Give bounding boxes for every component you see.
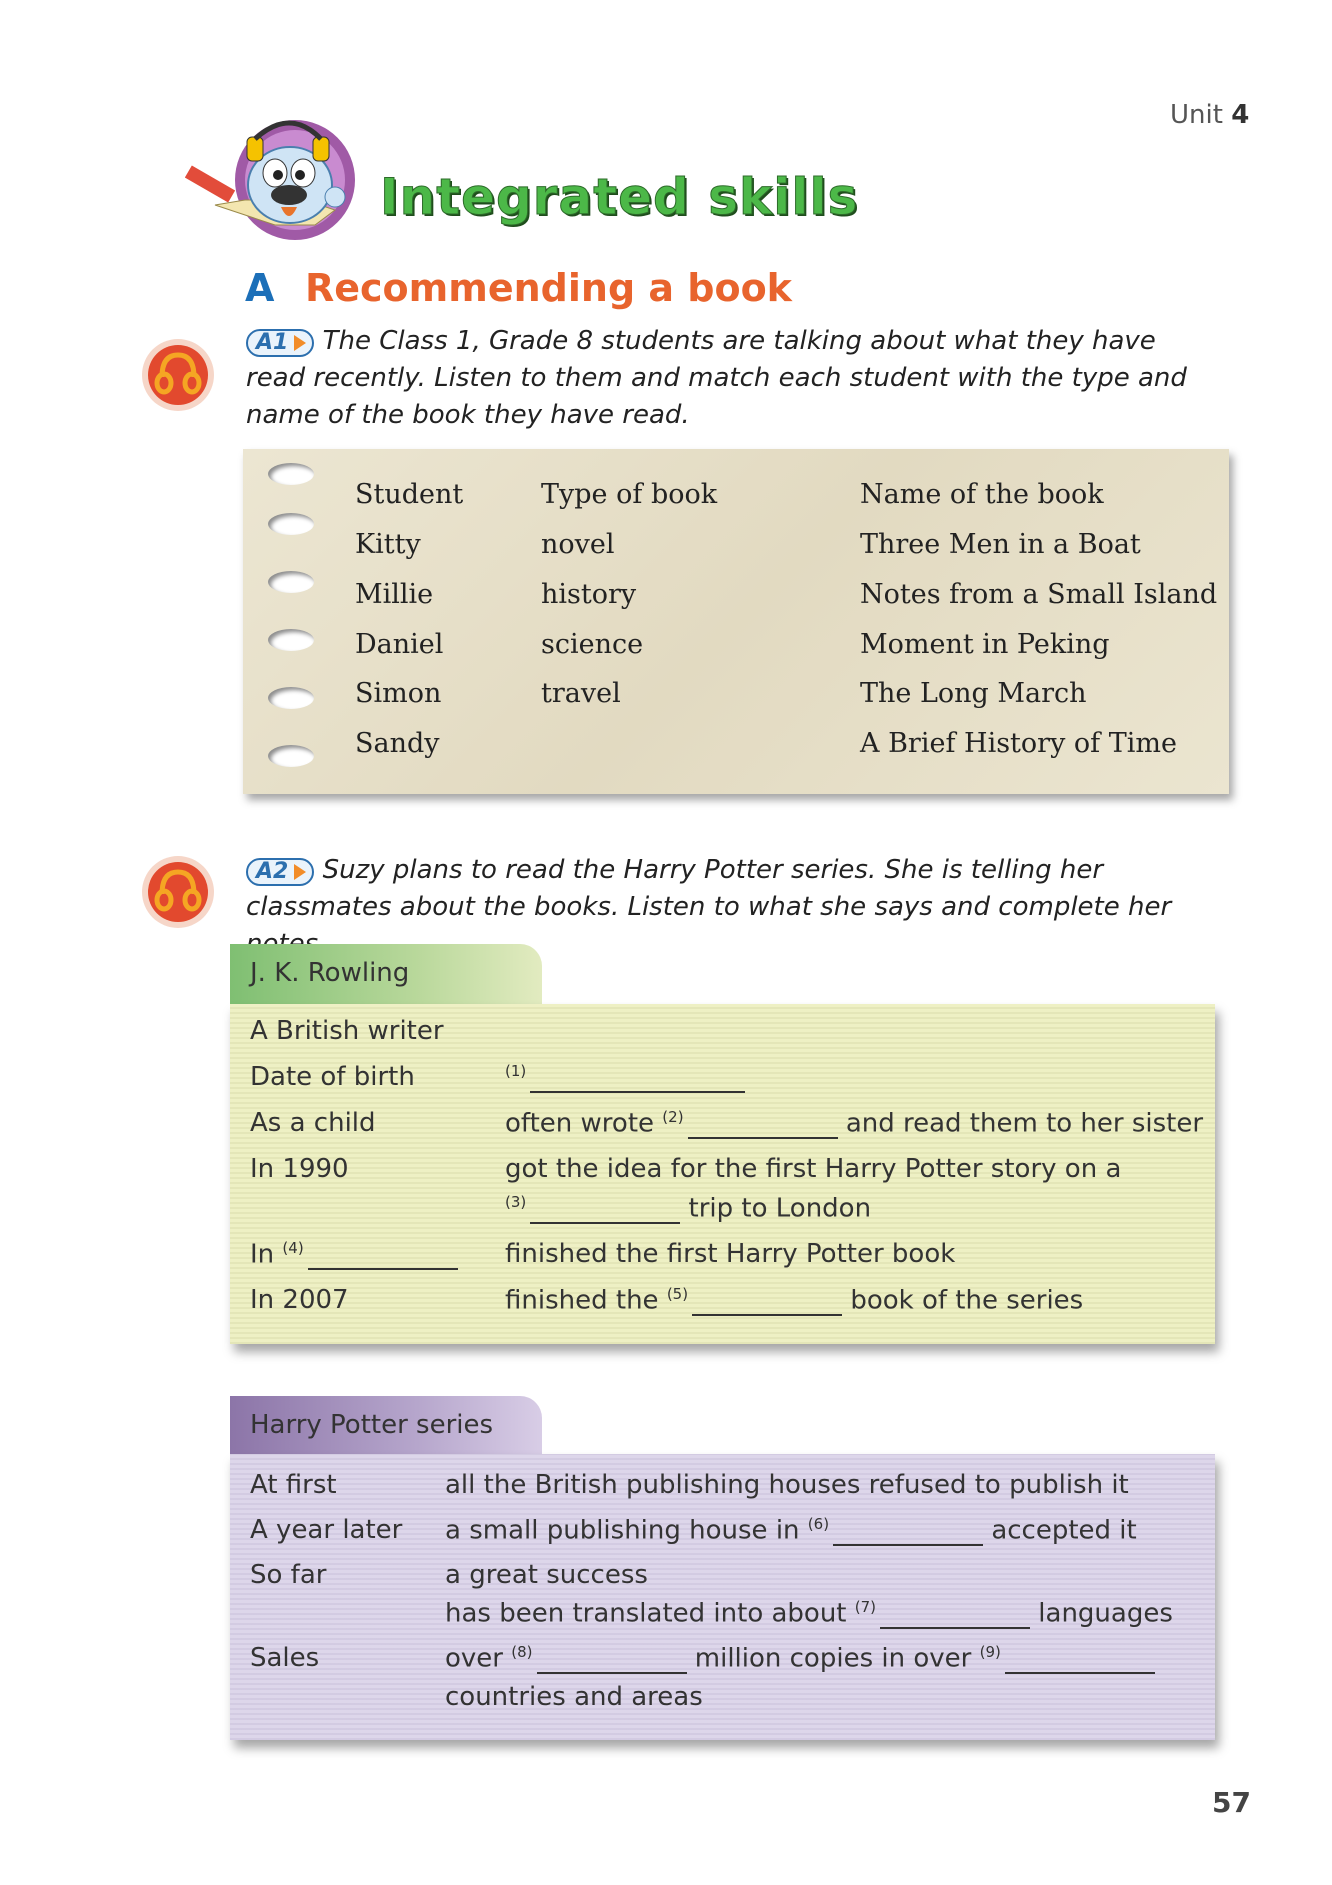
answer-blank-1[interactable]	[530, 1067, 745, 1093]
note-label: In 2007	[250, 1285, 349, 1315]
note-value: often wrote $^{(2)}$ and read them to her sister	[505, 1108, 1204, 1139]
col-header-name: Name of the book	[860, 479, 1104, 510]
binder-hole	[268, 463, 314, 485]
student-name: Kitty	[355, 529, 421, 560]
page-title: Integrated skills	[380, 168, 859, 226]
book-type: history	[541, 579, 637, 610]
answer-blank-5[interactable]	[692, 1290, 842, 1316]
note-value: has been translated into about $^{(7)}$ languages	[445, 1598, 1173, 1629]
note-label: A British writer	[250, 1016, 444, 1046]
series-tab	[230, 1396, 542, 1454]
note-label: As a child	[250, 1108, 376, 1138]
book-type: novel	[541, 529, 615, 560]
student-name: Sandy	[355, 728, 440, 759]
answer-blank-8[interactable]	[537, 1648, 687, 1674]
answer-blank-6[interactable]	[833, 1520, 983, 1546]
note-value: a great success	[445, 1560, 648, 1590]
binder-hole	[268, 745, 314, 767]
student-name: Millie	[355, 579, 434, 610]
note-label: In 1990	[250, 1154, 349, 1184]
a1-badge[interactable]: A1	[246, 329, 314, 357]
student-name: Simon	[355, 678, 442, 709]
book-name: Notes from a Small Island	[860, 579, 1218, 610]
note-label: At first	[250, 1470, 337, 1500]
answer-blank-9[interactable]	[1005, 1648, 1155, 1674]
rowling-notes-card	[230, 1004, 1215, 1344]
note-value: over $^{(8)}$ million copies in over $^{(9)}$	[445, 1643, 1155, 1674]
student-name: Daniel	[355, 629, 444, 660]
book-name: The Long March	[860, 678, 1087, 709]
unit-number: 4	[1231, 100, 1250, 130]
page-number: 57	[1212, 1786, 1251, 1819]
series-notes-card	[230, 1454, 1215, 1740]
rowling-tab	[230, 944, 542, 1004]
note-value: got the idea for the first Harry Potter story on a	[505, 1154, 1122, 1184]
binder-hole	[268, 629, 314, 651]
a1-instructions-text: The Class 1, Grade 8 students are talking about what they have read recently. Listen to them and match each student with the type and name of the book they have read.	[246, 326, 1187, 430]
binder-hole	[268, 687, 314, 709]
binder-hole	[268, 513, 314, 535]
note-value: finished the first Harry Potter book	[505, 1239, 956, 1269]
note-value: finished the $^{(5)}$ book of the series	[505, 1285, 1084, 1316]
dog-mascot-icon	[185, 115, 385, 255]
note-label: Date of birth	[250, 1062, 415, 1092]
note-label: Sales	[250, 1643, 320, 1673]
a1-instructions	[246, 323, 1206, 434]
col-header-student: Student	[355, 479, 464, 510]
col-header-type: Type of book	[541, 479, 718, 510]
book-name: Moment in Peking	[860, 629, 1110, 660]
book-name: A Brief History of Time	[860, 728, 1177, 759]
note-value: a small publishing house in $^{(6)}$ accepted it	[445, 1515, 1137, 1546]
note-value: countries and areas	[445, 1682, 703, 1712]
rowling-tab-label: J. K. Rowling	[250, 958, 410, 988]
answer-blank-4[interactable]	[308, 1244, 458, 1270]
a2-badge[interactable]: A2	[246, 858, 314, 886]
a1-book-table	[243, 449, 1229, 794]
note-value: all the British publishing houses refused to publish it	[445, 1470, 1129, 1500]
audio-cd-icon[interactable]	[140, 337, 216, 413]
note-value: (1)	[505, 1062, 745, 1093]
binder-hole	[268, 571, 314, 593]
note-value: $^{(3)}$ trip to London	[505, 1193, 872, 1224]
note-label: So far	[250, 1560, 327, 1590]
a2-instructions-text: Suzy plans to read the Harry Potter series. She is telling her classmates about the books. Listen to what she says and complete her	[246, 855, 1172, 922]
section-letter: A	[245, 266, 275, 310]
audio-cd-icon[interactable]	[140, 854, 216, 930]
answer-blank-3[interactable]	[530, 1198, 680, 1224]
note-label: A year later	[250, 1515, 403, 1545]
book-name: Three Men in a Boat	[860, 529, 1141, 560]
unit-label: Unit 4	[1170, 100, 1250, 130]
series-tab-label: Harry Potter series	[250, 1410, 494, 1440]
answer-blank-2[interactable]	[688, 1113, 838, 1139]
book-type: science	[541, 629, 644, 660]
section-title: Recommending a book	[305, 266, 792, 310]
note-label: In $^{(4)}$	[250, 1239, 458, 1270]
answer-blank-7[interactable]	[880, 1603, 1030, 1629]
book-type: travel	[541, 678, 621, 709]
